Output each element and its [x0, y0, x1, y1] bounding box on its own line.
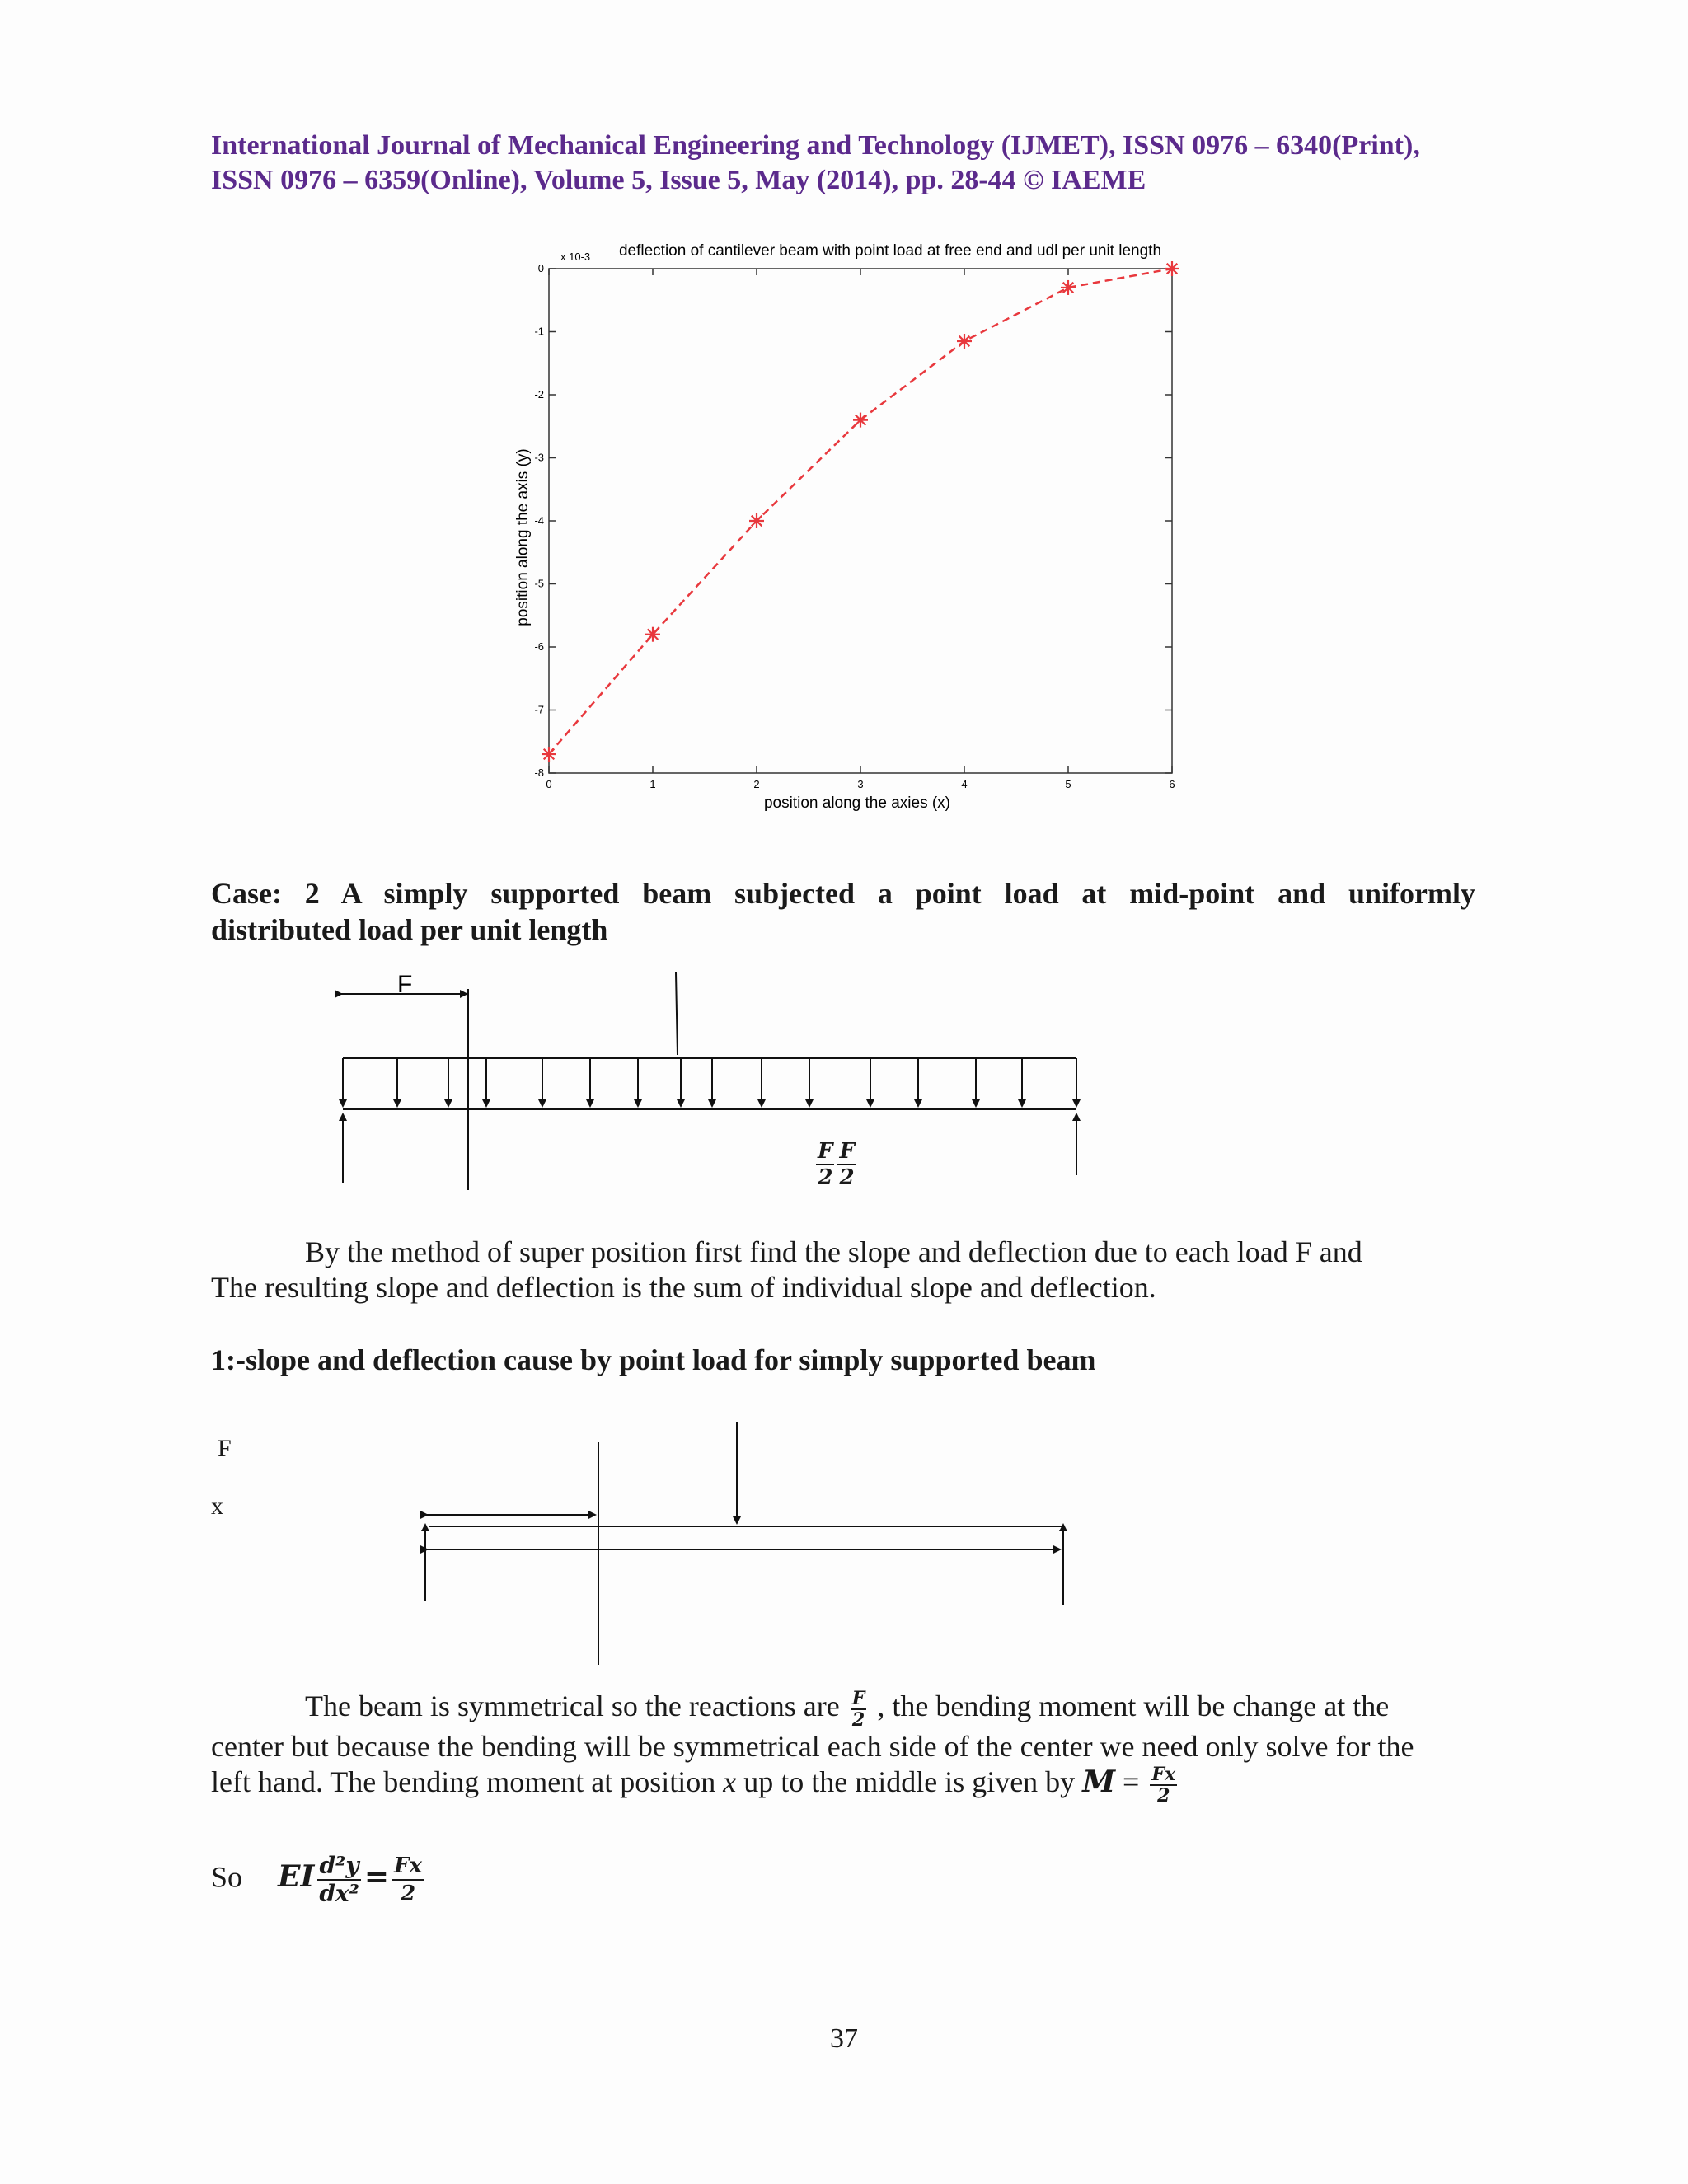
data-point-marker — [957, 334, 972, 349]
lhs-den: dx² — [319, 1880, 359, 1907]
reaction-fraction — [851, 1689, 867, 1730]
frac-den: 2 — [851, 1708, 865, 1731]
equation-lhs-fraction — [317, 1853, 361, 1907]
para2-line3-b: up to the middle is given by — [743, 1765, 1076, 1798]
para2-line-3 — [211, 1764, 1180, 1806]
data-point-marker — [1165, 261, 1179, 276]
para2-line1-b: , the bending moment will be change at the — [877, 1690, 1390, 1722]
chart-y-multiplier: x 10-3 — [560, 251, 591, 263]
chart-y-label: position along the axis (y) — [514, 448, 532, 626]
data-point-marker — [645, 627, 660, 642]
y-tick-label: -1 — [534, 325, 544, 338]
x-tick-label: 1 — [649, 778, 656, 790]
data-point-marker — [749, 513, 764, 528]
x-tick-label: 0 — [546, 778, 552, 790]
para1-line-1: By the method of super position first find the slope and deflection due to each load F and — [305, 1235, 1362, 1268]
diagram2-f-label: F — [218, 1435, 232, 1462]
para2-line1-a: The beam is symmetrical so the reactions are — [305, 1690, 840, 1722]
x-tick-label: 4 — [961, 778, 968, 790]
para2-line3-a: left hand. The bending moment at position — [211, 1765, 716, 1798]
x-tick-label: 2 — [753, 778, 760, 790]
equation-equals: = — [363, 1859, 390, 1895]
beam-diagram-udl — [313, 964, 1121, 1212]
plot-frame — [549, 269, 1172, 773]
reaction-frac-num-left: F — [818, 1139, 833, 1164]
para2-line-2: center but because the bending will be symmetrical each side of the center we need only solve for the — [211, 1730, 1414, 1763]
reaction-frac-den-right: 2 — [839, 1165, 855, 1190]
rhs-num: Fx — [392, 1853, 424, 1881]
x-tick-label: 6 — [1169, 778, 1175, 790]
y-tick-label: -2 — [534, 388, 544, 401]
para2-line3-x: x — [723, 1765, 737, 1798]
f-load-label: F — [397, 971, 413, 998]
reaction-frac-den-left: 2 — [818, 1165, 833, 1190]
y-tick-label: -4 — [534, 514, 544, 527]
equation-line — [211, 1853, 427, 1907]
reaction-fractions — [816, 1139, 856, 1190]
udl-arrows — [343, 1058, 1076, 1106]
series-line — [549, 269, 1172, 754]
rhs-den: 2 — [400, 1882, 416, 1906]
x-tick-label: 5 — [1065, 778, 1071, 790]
diagram2-x-label: x — [211, 1493, 223, 1520]
data-point-marker — [542, 747, 556, 762]
data-series — [542, 261, 1179, 762]
moment-frac-den: 2 — [1157, 1784, 1170, 1807]
header-line-1: International Journal of Mechanical Engineering and Technology (IJMET), ISSN 0976 – 6340(Print), — [211, 130, 1420, 161]
case2-title-line-2: distributed load per unit length — [211, 913, 608, 946]
case2-title-line-1: Case: 2 A simply supported beam subjected a point load at mid-point and uniformly — [211, 877, 1475, 910]
deflection-chart — [495, 232, 1220, 826]
y-tick-label: -5 — [534, 577, 544, 590]
beam-diagram-point-load — [404, 1418, 1096, 1665]
para1-line-2: The resulting slope and deflection is the sum of individual slope and deflection. — [211, 1271, 1156, 1304]
para2-line-1 — [305, 1688, 1475, 1730]
moment-frac-num: Fx — [1151, 1763, 1176, 1785]
moment-symbol: M — [1082, 1765, 1116, 1799]
axis-ticks — [534, 262, 1175, 790]
equation-ei: EI — [278, 1859, 315, 1895]
chart-title: deflection of cantilever beam with point load at free end and udl per unit length — [618, 242, 1162, 260]
moment-fraction — [1150, 1765, 1177, 1806]
x-tick-label: 3 — [857, 778, 864, 790]
y-tick-label: -3 — [534, 451, 544, 464]
page-number: 37 — [830, 2023, 858, 2054]
equation-so: So — [211, 1860, 243, 1894]
y-tick-label: 0 — [537, 262, 544, 274]
lhs-num: d²y — [317, 1853, 361, 1881]
moment-equals: = — [1123, 1765, 1140, 1798]
journal-header — [211, 129, 1480, 198]
data-point-marker — [1061, 280, 1076, 295]
y-tick-label: -7 — [534, 703, 544, 716]
equation-rhs-fraction — [392, 1853, 424, 1907]
header-line-2: ISSN 0976 – 6359(Online), Volume 5, Issue 5, May (2014), pp. 28-44 © IAEME — [211, 165, 1146, 195]
y-tick-label: -8 — [534, 766, 544, 779]
point-load-line — [676, 972, 678, 1055]
section1-title: 1:-slope and deflection cause by point load for simply supported beam — [211, 1343, 1096, 1376]
frac-num: F — [851, 1687, 865, 1709]
reaction-frac-num-right: F — [839, 1139, 855, 1164]
chart-svg — [495, 232, 1220, 826]
chart-x-label: position along the axies (x) — [763, 794, 951, 812]
y-tick-label: -6 — [534, 640, 544, 653]
